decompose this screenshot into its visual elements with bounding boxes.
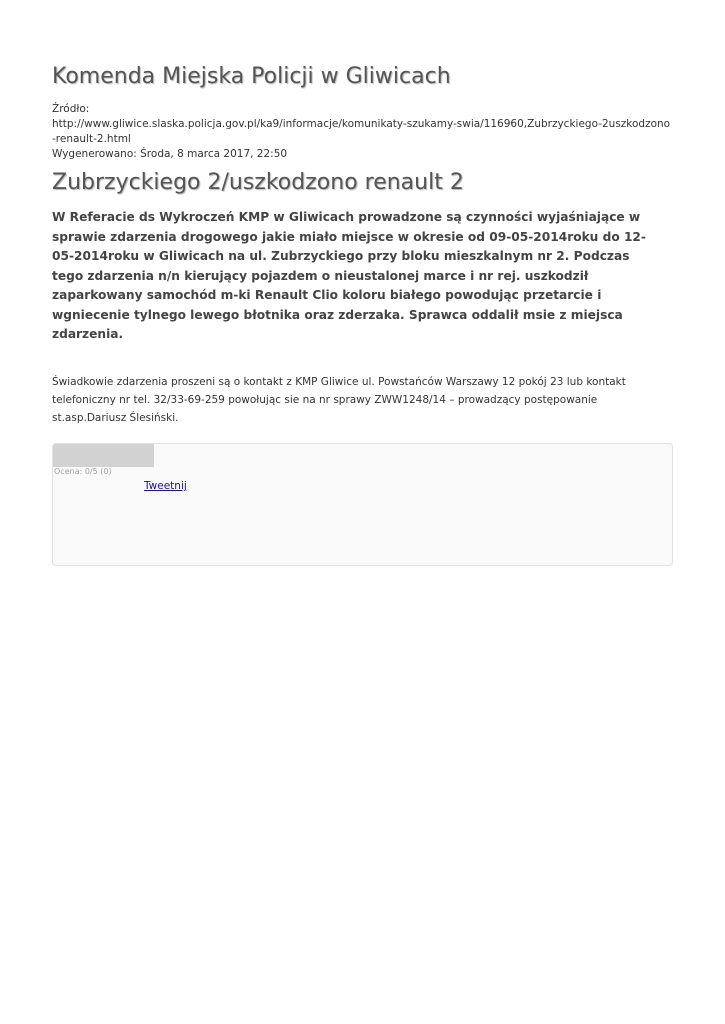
rating-label: Ocena: 0/5 (0) <box>54 467 112 476</box>
tweet-link[interactable]: Tweetnij <box>144 480 187 492</box>
rating-bar[interactable] <box>53 444 154 467</box>
article-body: Świadkowie zdarzenia proszeni są o kontakt z KMP Gliwice ul. Powstańców Warszawy 12 pokój 23 lub kontakt telefoniczny nr tel. 32/33-69-259 powołując sie na nr sprawy ZWW1248/14 – prowadzący postępowanie st.asp.Dariusz Ślesiński. <box>52 376 626 424</box>
rating-panel <box>52 443 673 566</box>
site-title: Komenda Miejska Policji w Gliwicach <box>52 64 451 89</box>
article-lead: W Referacie ds Wykroczeń KMP w Gliwicach prowadzone są czynności wyjaśniające w sprawie zdarzenia drogowego jakie miało miejsce w okresie od 09-05-2014roku do 12-05-2014roku w Gliwicach na ul. Zubrzyckiego przy bloku mieszkalnym nr 2. Podczas tego zdarzenia n/n kierujący pojazdem o nieustalonej marce i nr rej. uszkodził zaparkowany samochód m-ki Renault Clio koloru białego powodując przetarcie i wgniecenie tylnego lewego błotnika oraz zderzaka. Sprawca oddalił msie z miejsca zdarzenia. <box>52 210 646 341</box>
source-label: Źródło: <box>52 103 90 115</box>
article-title: Zubrzyckiego 2/uszkodzono renault 2 <box>52 170 464 195</box>
generated-date: Wygenerowano: Środa, 8 marca 2017, 22:50 <box>52 148 288 160</box>
source-url: http://www.gliwice.slaska.policja.gov.pl/ka9/informacje/komunikaty-szukamy-swia/116960,Zubrzyckiego-2uszkodzono-renault-2.html <box>52 118 671 145</box>
document-meta <box>52 102 673 162</box>
